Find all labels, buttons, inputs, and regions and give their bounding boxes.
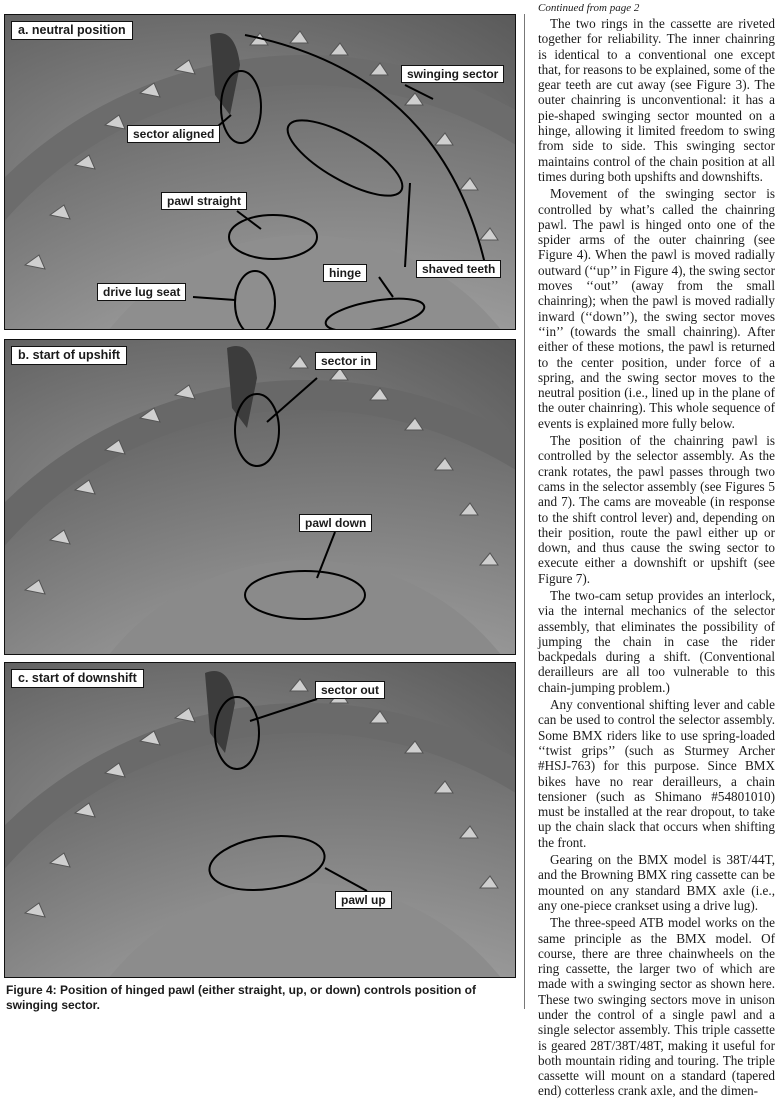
- callout-label: sector out: [315, 681, 385, 699]
- article-column: [538, 2, 775, 1101]
- photo-panel-downshift: [4, 662, 516, 978]
- callout-label: sector in: [315, 352, 377, 370]
- callout-label: drive lug seat: [97, 283, 186, 301]
- article-paragraph: Movement of the swinging sector is controlled by what’s called the chainring pawl. The pawl is hinged onto one of the spider arms of the outer chainring (see Figure 4). When the pawl is moved radially outward (‘‘up’’ in Figure 4), the swing sector moves ‘‘out’’ (away from the small chainring); when the pawl is moved radially inward (‘‘down’’), the swing sector moves ‘‘in’’ (towards the small chainring). After either of these motions, the pawl is returned to the center position, under force of a spring, and the swing sector moves to the neutral position (i.e., lined up in the plane of the outer chainring). This whole sequence of events is explained more fully below.: [538, 186, 775, 431]
- photo-panel-upshift: [4, 339, 516, 655]
- chainring-photo-b: [5, 340, 516, 655]
- callout-label: pawl straight: [161, 192, 247, 210]
- continued-note: Continued from page 2: [538, 2, 640, 14]
- callout-label: swinging sector: [401, 65, 504, 83]
- article-paragraph: The position of the chainring pawl is controlled by the selector assembly. As the crank rotates, the pawl passes through two cams in the selector assembly (see Figures 5 and 7). The cams are moveable (in response to the shift control lever) and, depending on their position, route the pawl either up or down, and thus cause the swing sector to execute either a downshift or upshift (see Figure 7).: [538, 433, 775, 586]
- chainring-photo-c: [5, 663, 516, 978]
- column-divider: [524, 14, 525, 1009]
- callout-label: pawl down: [299, 514, 372, 532]
- panel-title: a. neutral position: [11, 21, 133, 40]
- callout-label: pawl up: [335, 891, 392, 909]
- callout-label: hinge: [323, 264, 367, 282]
- panel-title: c. start of downshift: [11, 669, 144, 688]
- chainring-photo-a: [5, 15, 516, 330]
- panel-title: b. start of upshift: [11, 346, 127, 365]
- article-paragraph: Any conventional shifting lever and cable can be used to control the selector assembly. Some BMX riders like to use spring-loaded ‘‘twist grips’’ (such as Sturmey Archer #HSJ-763) for this purpose. Since BMX bikes have no rear derailleurs, a chain tensioner (such as Shimano #54801010) must be installed at the rear dropout, to take up the chain slack that occurs when shifting the front.: [538, 697, 775, 850]
- article-paragraph: Gearing on the BMX model is 38T/44T, and the Browning BMX ring cassette can be mounted on any standard BMX axle (i.e., any one-piece crankset using a drive lug).: [538, 852, 775, 913]
- article-paragraph: The three-speed ATB model works on the same principle as the BMX model. Of course, there are three chainwheels on the ring cassette, the larger two of which are made with a swinging sector as shown here. These two swinging sectors move in unison under the control of a single pawl and a single selector assembly. This triple cassette is geared 28T/38T/48T, making it useful for both mountain riding and touring. The triple cassette will mount on a standard (tapered end) cotterless crank axle, and the dimen-: [538, 915, 775, 1099]
- figure-caption: Figure 4: Position of hinged pawl (either straight, up, or down) controls position of swinging sector.: [6, 983, 476, 1012]
- callout-label: shaved teeth: [416, 260, 501, 278]
- article-paragraph: The two rings in the cassette are riveted together for reliability. The inner chainring is identical to a conventional one except that, for reasons to be explained, some of the gear teeth are cut away (see Figure 3). The outer chainring is unconventional: it has a pie-shaped swinging sector mounted on a hinge, allowing it limited freedom to swing from side to side. This swinging sector maintains control of the chain position at all times during both upshifts and downshifts.: [538, 16, 775, 184]
- article-paragraph: The two-cam setup provides an interlock, via the internal mechanics of the selector assembly, that eliminates the possibility of jumping the chain in case the rider backpedals during a shift. (Conventional derailleurs are all too vulnerable to this chain-jumping problem.): [538, 587, 775, 695]
- callout-label: sector aligned: [127, 125, 220, 143]
- photo-panel-neutral: [4, 14, 516, 330]
